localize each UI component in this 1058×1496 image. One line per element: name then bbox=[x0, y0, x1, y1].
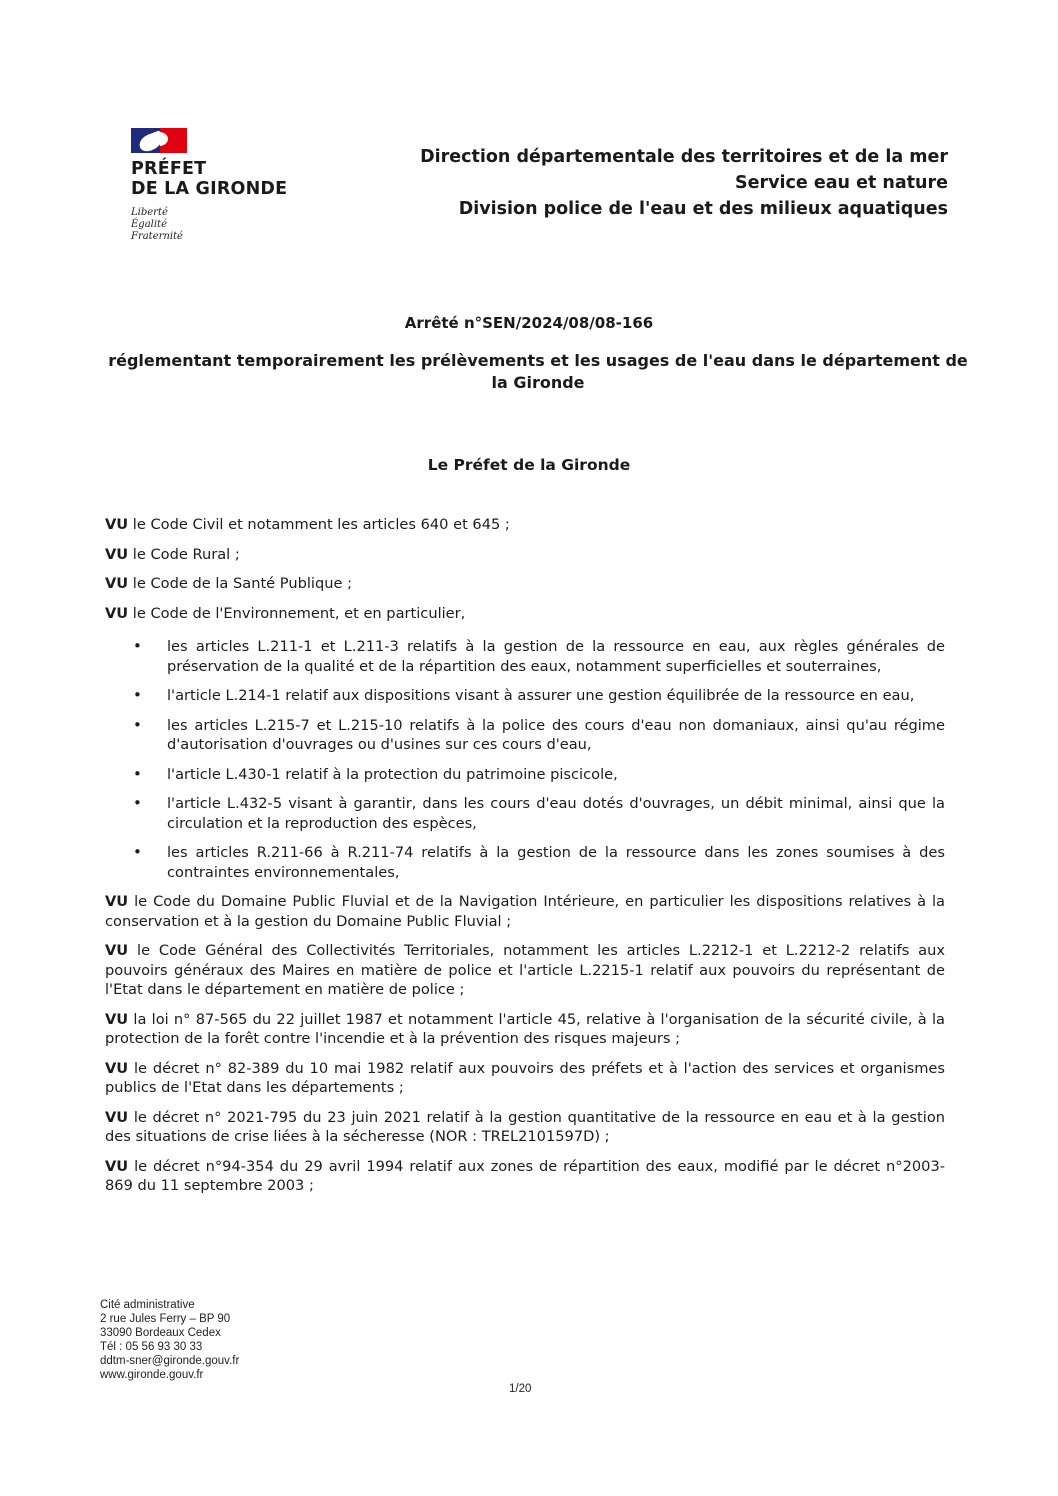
arrete-subject: réglementant temporairement les prélèvements et les usages de l'eau dans le département de la Gironde bbox=[108, 351, 968, 392]
visa-code-rural: VU le Code Rural ; bbox=[105, 545, 240, 563]
header-direction: Direction départementale des territoires et de la mer bbox=[420, 147, 948, 167]
environment-code-articles-list bbox=[105, 637, 945, 882]
bullet-icon: • bbox=[133, 843, 142, 861]
logo-motto bbox=[131, 207, 331, 243]
issuing-service-header bbox=[420, 144, 948, 222]
page-number: 1/20 bbox=[509, 1383, 532, 1395]
header-service: Service eau et nature bbox=[735, 173, 948, 193]
list-item: • l'article L.430-1 relatif à la protection du patrimoine piscicole, bbox=[133, 764, 618, 783]
bullet-icon: • bbox=[133, 764, 142, 783]
logo-title bbox=[131, 159, 331, 199]
marianne-flag-icon bbox=[131, 128, 187, 153]
visa-decret-82-389: VU le décret n° 82-389 du 10 mai 1982 relatif aux pouvoirs des préfets et à l'action des services et organismes publics de l'Etat dans les départements ; bbox=[105, 1059, 945, 1096]
footer-line: Cité administrative bbox=[100, 1299, 195, 1311]
visa-loi-87-565: VU la loi n° 87-565 du 22 juillet 1987 et notamment l'article 45, relative à l'organisation de la sécurité civile, à la protection de la forêt contre l'incendie et à la prévention des risques majeurs ; bbox=[105, 1010, 945, 1047]
arrete-number: Arrêté n°SEN/2024/08/08-166 bbox=[404, 314, 654, 332]
visa-decret-2021-795: VU le décret n° 2021-795 du 23 juin 2021 relatif à la gestion quantitative de la ressource en eau et à la gestion des situations de crise liées à la sécheresse (NOR : TREL2101597D) ; bbox=[105, 1108, 945, 1145]
visa-domaine-public-fluvial: VU le Code du Domaine Public Fluvial et de la Navigation Intérieure, en particulier les dispositions relatives à la conservation et à la gestion du Domaine Public Fluvial ; bbox=[105, 893, 945, 930]
arrete-authority: Le Préfet de la Gironde bbox=[427, 456, 631, 474]
header-division: Division police de l'eau et des milieux aquatiques bbox=[458, 199, 948, 219]
bullet-icon: • bbox=[133, 794, 142, 812]
footer-website: www.gironde.gouv.fr bbox=[100, 1369, 204, 1381]
footer-email: ddtm-sner@gironde.gouv.fr bbox=[100, 1355, 240, 1367]
list-item: • les articles L.211-1 et L.211-3 relatifs à la gestion de la ressource en eau, aux règles générales de préservation de la qualité et de la répartition des eaux, notamment superficielles et souterraines, bbox=[133, 637, 945, 675]
bullet-icon: • bbox=[133, 686, 142, 704]
footer-address bbox=[100, 1298, 239, 1382]
logo-title-line1: PRÉFET bbox=[131, 159, 207, 179]
footer-line: 2 rue Jules Ferry – BP 90 bbox=[100, 1313, 231, 1325]
visa-cgct: VU le Code Général des Collectivités Territoriales, notamment les articles L.2212-1 et L.2212-2 relatifs aux pouvoirs généraux des Maires en matière de police et l'article L.2215-1 relatif aux pouvoirs du représentant de l'Etat dans le département en matière de police ; bbox=[105, 942, 945, 998]
motto-liberte: Liberté bbox=[131, 207, 168, 218]
visa-decret-94-354: VU le décret n°94-354 du 29 avril 1994 relatif aux zones de répartition des eaux, modifié par le décret n°2003-869 du 11 septembre 2003 ; bbox=[105, 1157, 945, 1194]
footer-line: 33090 Bordeaux Cedex bbox=[100, 1327, 221, 1339]
motto-fraternite: Fraternité bbox=[131, 231, 183, 242]
list-item: • les articles L.215-7 et L.215-10 relatifs à la police des cours d'eau non domaniaux, ainsi qu'au régime d'autorisation d'ouvrages ou d'usines sur ces cours d'eau, bbox=[133, 715, 945, 753]
list-item: • l'article L.432-5 visant à garantir, dans les cours d'eau dotés d'ouvrages, un débit minimal, ainsi que la circulation et la reproduction des espèces, bbox=[133, 794, 945, 832]
footer-phone: Tél : 05 56 93 30 33 bbox=[100, 1341, 203, 1353]
list-item: • les articles R.211-66 à R.211-74 relatifs à la gestion de la ressource dans les zones soumises à des contraintes environnementales, bbox=[133, 843, 945, 881]
list-item: • l'article L.214-1 relatif aux dispositions visant à assurer une gestion équilibrée de la ressource en eau, bbox=[133, 686, 915, 704]
bullet-icon: • bbox=[133, 637, 142, 655]
logo-title-line2: DE LA GIRONDE bbox=[131, 179, 288, 199]
visa-code-civil: VU le Code Civil et notamment les articles 640 et 645 ; bbox=[105, 516, 510, 533]
motto-egalite: Égalité bbox=[131, 219, 167, 230]
visa-code-environnement: VU le Code de l'Environnement, et en particulier, bbox=[105, 604, 466, 622]
bullet-icon: • bbox=[133, 715, 142, 734]
prefecture-logo bbox=[131, 128, 331, 243]
visas-section bbox=[105, 515, 945, 1206]
visa-code-sante: VU le Code de la Santé Publique ; bbox=[105, 575, 352, 592]
